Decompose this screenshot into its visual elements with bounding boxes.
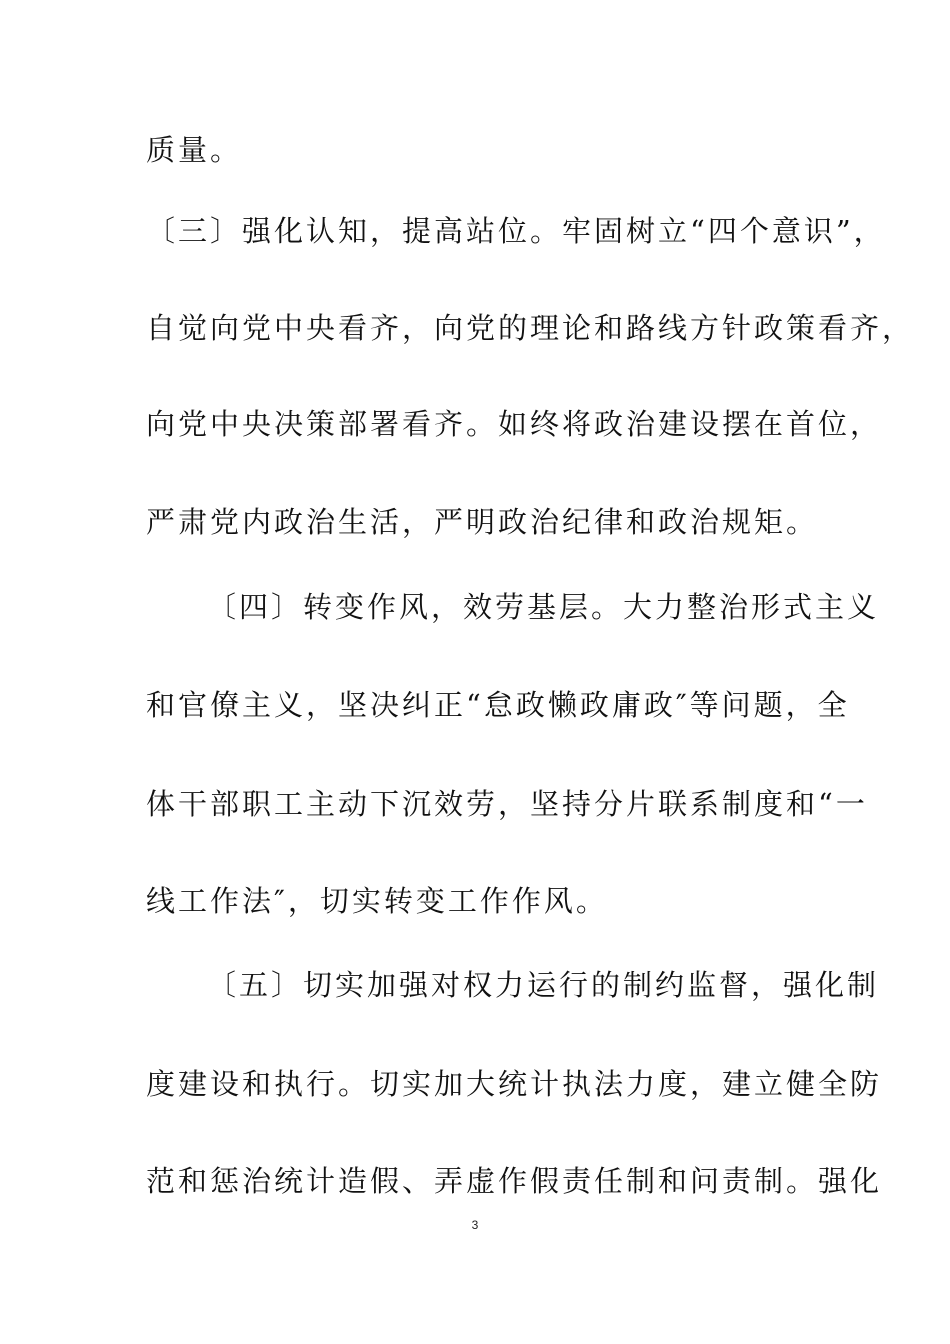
text-line-9: 线工作法″，切实转变工作作风。 <box>146 884 608 918</box>
text-line-1: 质量。 <box>146 133 243 167</box>
text-line-10: 〔五〕切实加强对权力运行的制约监督，强化制 <box>207 968 880 1002</box>
text-line-6: 〔四〕转变作风，效劳基层。大力整治形式主义 <box>207 590 880 624</box>
page-number: 3 <box>471 1218 479 1232</box>
text-line-7: 和官僚主义，坚决纠正“怠政懒政庸政″等问题，全 <box>146 688 850 722</box>
text-line-11: 度建设和执行。切实加大统计执法力度，建立健全防 <box>146 1067 883 1101</box>
text-line-5: 严肃党内政治生活，严明政治纪律和政治规矩。 <box>146 505 819 539</box>
text-line-2: 〔三〕强化认知，提高站位。牢固树立“四个意识”， <box>146 214 886 248</box>
text-line-3: 自觉向党中央看齐，向党的理论和路线方针政策看齐， <box>146 311 915 345</box>
text-line-8: 体干部职工主动下沉效劳，坚持分片联系制度和“一 <box>146 787 868 821</box>
text-line-12: 范和惩治统计造假、弄虚作假责任制和问责制。强化 <box>146 1164 883 1198</box>
text-line-4: 向党中央决策部署看齐。如终将政治建设摆在首位， <box>146 407 883 441</box>
